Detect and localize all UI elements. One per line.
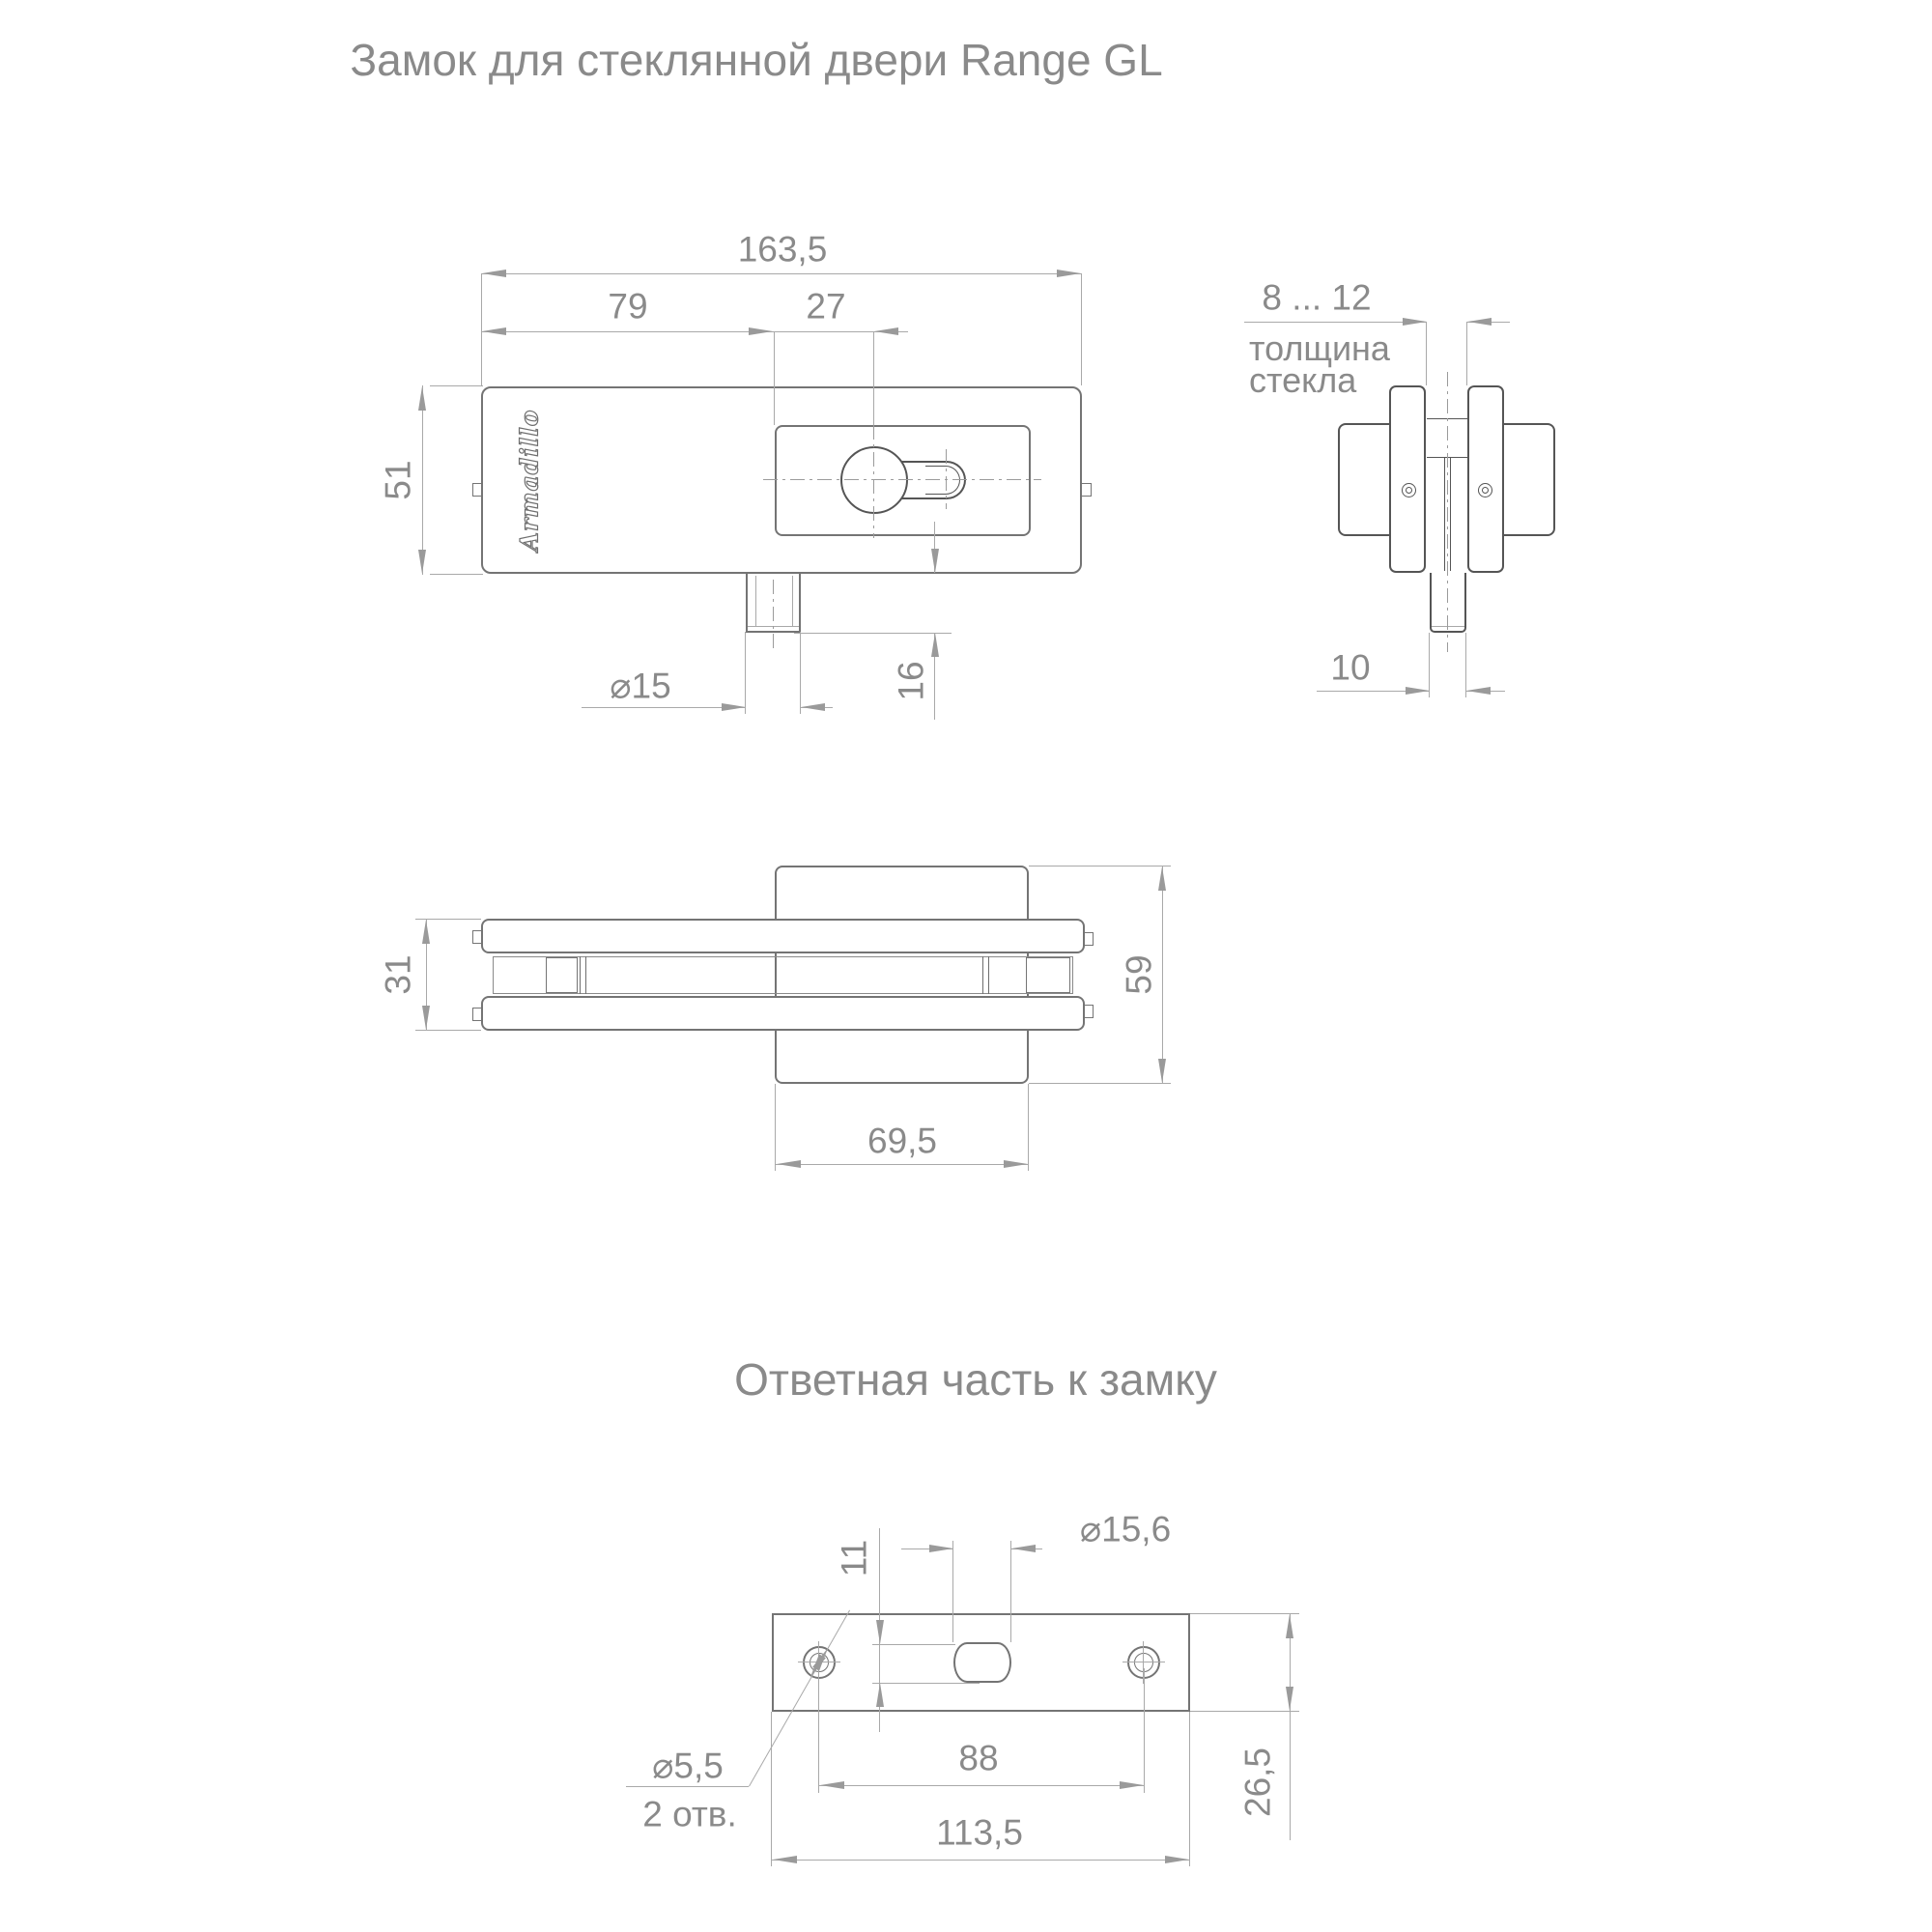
arrowhead [1466, 687, 1491, 695]
dim-pin-width: 10 [1330, 647, 1371, 688]
keyhole-slot-inner-arc [925, 466, 960, 495]
extension-line [1466, 322, 1467, 385]
extension-line [872, 1683, 980, 1684]
dim-line [481, 331, 773, 332]
body-right-tab [1081, 483, 1092, 497]
arrowhead [801, 703, 825, 711]
keyhole-centerline-v [873, 425, 874, 538]
arrowhead [820, 1781, 844, 1789]
center-gap-line [1450, 457, 1451, 571]
dim-line [772, 1860, 1190, 1861]
arrowhead [422, 1006, 430, 1030]
spacer-block-right [1026, 957, 1070, 993]
dim-latch-diameter: ⌀15 [610, 666, 671, 706]
extension-line [800, 632, 801, 714]
arrowhead [1158, 1059, 1166, 1083]
lower-clamp-plate [481, 996, 1085, 1031]
dim-hole-height: 11 [834, 1539, 874, 1577]
arrowhead [749, 327, 773, 335]
spacer-block-left [546, 957, 578, 993]
dim-line [819, 1785, 1145, 1786]
strike-plate-subtitle: Ответная часть к замку [734, 1354, 1217, 1405]
latch-pin-inner-line [792, 576, 793, 626]
screw-icon-inner [1482, 487, 1489, 494]
arrowhead [1011, 1545, 1036, 1552]
arrowhead [1286, 1687, 1293, 1711]
dim-body-height: 51 [378, 460, 418, 500]
dim-hole-diameter: ⌀15,6 [1079, 1509, 1172, 1549]
leader-shelf [626, 1786, 749, 1787]
dim-cylinder-offset: 27 [806, 286, 846, 327]
upper-clamp-plate [481, 919, 1085, 953]
extension-line [430, 385, 483, 386]
glass-thickness-label-2: стекла [1249, 360, 1357, 400]
keyhole-centerline-h [763, 479, 1041, 480]
dim-screw-spacing: 88 [958, 1738, 999, 1778]
arrowhead [931, 549, 939, 573]
arrowhead [876, 1683, 884, 1707]
spacer-line [988, 956, 989, 994]
cylinder-housing-right [1501, 423, 1555, 536]
dim-line [481, 273, 1082, 274]
arrowhead [482, 327, 506, 335]
dim-plates-height: 31 [378, 954, 418, 995]
arrowhead [482, 270, 506, 277]
extension-line [873, 331, 874, 425]
arrowhead [931, 633, 939, 657]
latch-pin-centerline [773, 580, 774, 649]
dim-plate-width: 113,5 [936, 1812, 1023, 1853]
dim-glass-thickness: 8 ... 12 [1262, 277, 1372, 318]
glass-gap-end [493, 956, 494, 994]
extension-line [1010, 1541, 1011, 1642]
arrowhead [777, 1160, 801, 1168]
screw-count-label: 2 отв. [642, 1794, 737, 1834]
extension-line [952, 1541, 953, 1642]
arrowhead [1165, 1856, 1189, 1863]
dim-latch-offset: 79 [608, 286, 648, 327]
dim-screw-diameter: ⌀5,5 [652, 1746, 724, 1786]
spacer-line [585, 956, 586, 994]
dim-housing-width: 69,5 [867, 1121, 938, 1161]
extension-line [1426, 322, 1427, 385]
arrowhead [876, 1620, 884, 1644]
dim-line [776, 1164, 1029, 1165]
dim-plate-height: 26,5 [1237, 1747, 1278, 1818]
dim-line [422, 385, 423, 575]
glass-gap-end [1072, 956, 1073, 994]
arrowhead [1057, 270, 1081, 277]
extension-line [1028, 1084, 1029, 1171]
arrowhead [722, 703, 746, 711]
center-gap-line [1444, 457, 1445, 571]
spacer-line [982, 956, 983, 994]
extension-line [1029, 1083, 1171, 1084]
extension-line [1029, 866, 1171, 867]
dim-line [1244, 322, 1427, 323]
cylinder-housing-left [1338, 423, 1392, 536]
side-view-centerline [1447, 372, 1448, 652]
brand-logo: Armadillo [515, 409, 544, 552]
dim-line [1162, 866, 1163, 1084]
keyhole-arc-centerline [946, 449, 947, 509]
extension-line [818, 1668, 819, 1793]
arrowhead [418, 386, 426, 411]
arrowhead [1406, 687, 1430, 695]
extension-line [774, 331, 775, 425]
latch-hole [953, 1642, 1011, 1683]
extension-line [1190, 1613, 1299, 1614]
extension-line [1144, 1668, 1145, 1793]
arrowhead [773, 1856, 797, 1863]
dim-line [1290, 1613, 1291, 1840]
spacer-line [580, 956, 581, 994]
arrowhead [874, 327, 898, 335]
screw-icon-inner [1406, 487, 1412, 494]
arrowhead [1158, 867, 1166, 891]
extension-line [872, 1644, 955, 1645]
clamp-plate-left [1389, 385, 1426, 573]
dim-latch-protrusion: 16 [891, 661, 931, 701]
extension-line [794, 633, 952, 634]
dim-total-width: 163,5 [737, 229, 828, 270]
arrowhead [1286, 1614, 1293, 1638]
arrowhead [1120, 1781, 1144, 1789]
extension-line [771, 1712, 772, 1866]
extension-line [1190, 1711, 1299, 1712]
latch-pin-chamfer-line [1432, 626, 1464, 627]
arrowhead [1467, 318, 1492, 326]
extension-line [745, 632, 746, 714]
dim-total-height: 59 [1119, 954, 1159, 995]
latch-pin-inner-line [755, 576, 756, 626]
arrowhead [1403, 318, 1427, 326]
arrowhead [1004, 1160, 1028, 1168]
extension-line [1081, 273, 1082, 385]
clamp-plate-right [1467, 385, 1504, 573]
cylinder-housing-top [775, 866, 1029, 1084]
latch-pin-side [1430, 573, 1466, 633]
extension-line [775, 1084, 776, 1171]
extension-line [430, 574, 483, 575]
arrowhead [422, 920, 430, 944]
glass-thickness-label-1: толщина [1249, 328, 1390, 368]
page-title: Замок для стеклянной двери Range GL [350, 35, 1163, 85]
extension-line [1189, 1712, 1190, 1866]
arrowhead [929, 1545, 953, 1552]
arrowhead [418, 550, 426, 574]
keyhole-circle [840, 446, 908, 514]
